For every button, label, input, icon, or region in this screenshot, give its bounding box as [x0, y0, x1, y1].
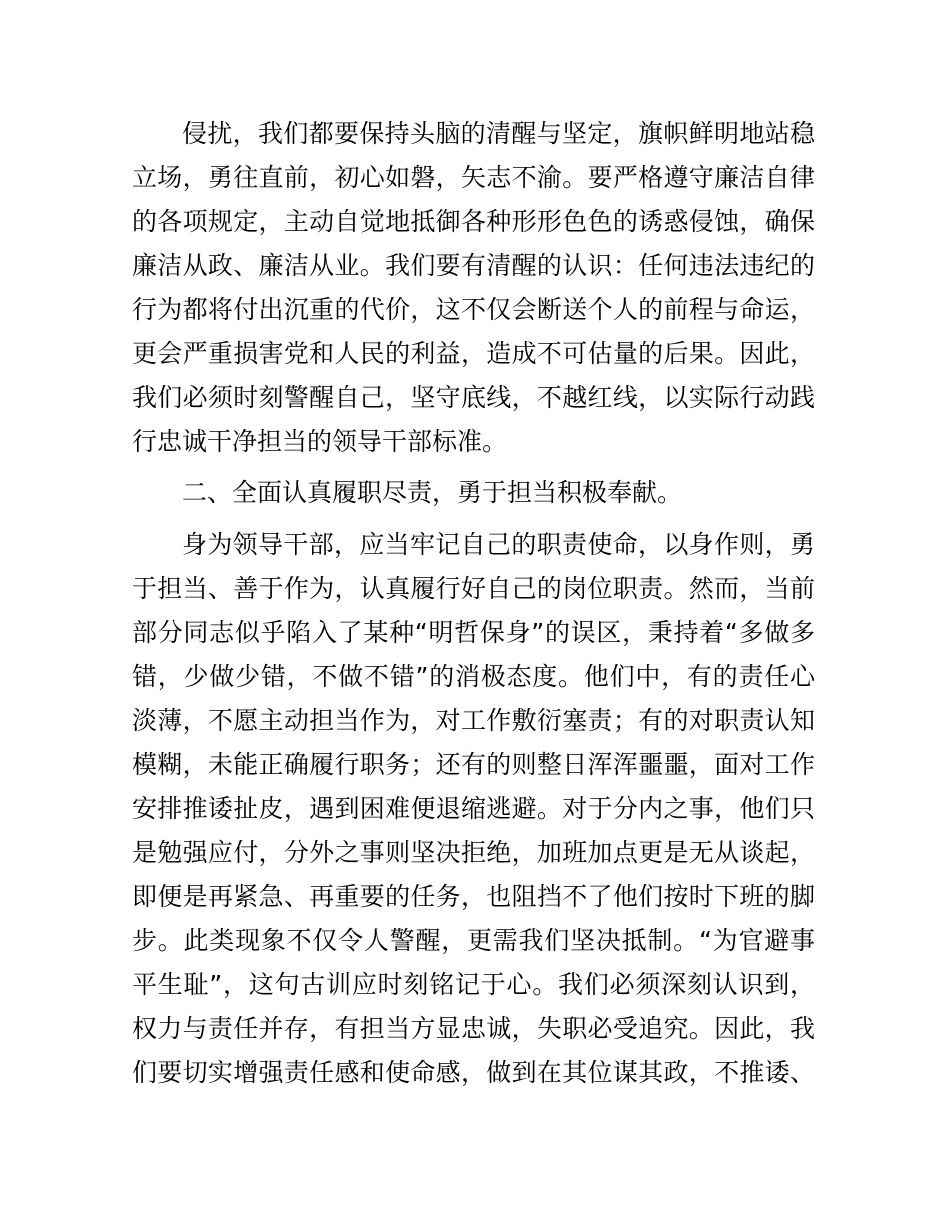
- text-line: 于担当、善于作为，认真履行好自己的岗位职责。然而，当前: [132, 574, 815, 603]
- text-line: 平生耻”，这句古训应时刻铭记于心。我们必须深刻认识到，: [132, 970, 815, 999]
- text-line: 权力与责任并存，有担当方显忠诚，失职必受追究。因此，我: [132, 1014, 815, 1043]
- text-line: 错，少做少错，不做不错”的消极态度。他们中，有的责任心: [132, 662, 815, 691]
- text-line: 我们必须时刻警醒自己，坚守底线，不越红线，以实际行动践: [132, 383, 815, 412]
- paragraph: [132, 523, 815, 1095]
- text-line: 身为领导干部，应当牢记自己的职责使命，以身作则，勇: [182, 530, 815, 559]
- text-line: 的各项规定，主动自觉地抵御各种形形色色的诱惑侵蚀，确保: [132, 207, 815, 236]
- section-heading-text: 二、全面认真履职尽责，勇于担当积极奉献。: [182, 478, 683, 507]
- text-line: 即便是再紧急、再重要的任务，也阻挡不了他们按时下班的脚: [132, 882, 815, 911]
- text-line: 模糊，未能正确履行职务；还有的则整日浑浑噩噩，面对工作: [132, 750, 815, 779]
- section-heading: [132, 471, 815, 515]
- text-line: 安排推诿扯皮，遇到困难便退缩逃避。对于分内之事，他们只: [132, 794, 815, 823]
- text-line: 步。此类现象不仅令人警醒，更需我们坚决抵制。“为官避事: [132, 926, 815, 955]
- text-line: 淡薄，不愿主动担当作为，对工作敷衍塞责；有的对职责认知: [132, 706, 815, 735]
- text-line: 更会严重损害党和人民的利益，造成不可估量的后果。因此，: [132, 339, 815, 368]
- text-line: 们要切实增强责任感和使命感，做到在其位谋其政，不推诿、: [132, 1058, 815, 1087]
- text-line: 是勉强应付，分外之事则坚决拒绝，加班加点更是无从谈起，: [132, 838, 815, 867]
- text-line: 立场，勇往直前，初心如磐，矢志不渝。要严格遵守廉洁自律: [132, 163, 815, 192]
- text-line: 廉洁从政、廉洁从业。我们要有清醒的认识：任何违法违纪的: [132, 251, 815, 280]
- paragraph: [132, 112, 815, 464]
- text-line: 部分同志似乎陷入了某种“明哲保身”的误区，秉持着“多做多: [132, 618, 815, 647]
- text-line: 侵扰，我们都要保持头脑的清醒与坚定，旗帜鲜明地站稳: [182, 119, 815, 148]
- text-line: 行忠诚干净担当的领导干部标准。: [132, 427, 508, 456]
- text-line: 行为都将付出沉重的代价，这不仅会断送个人的前程与命运，: [132, 295, 815, 324]
